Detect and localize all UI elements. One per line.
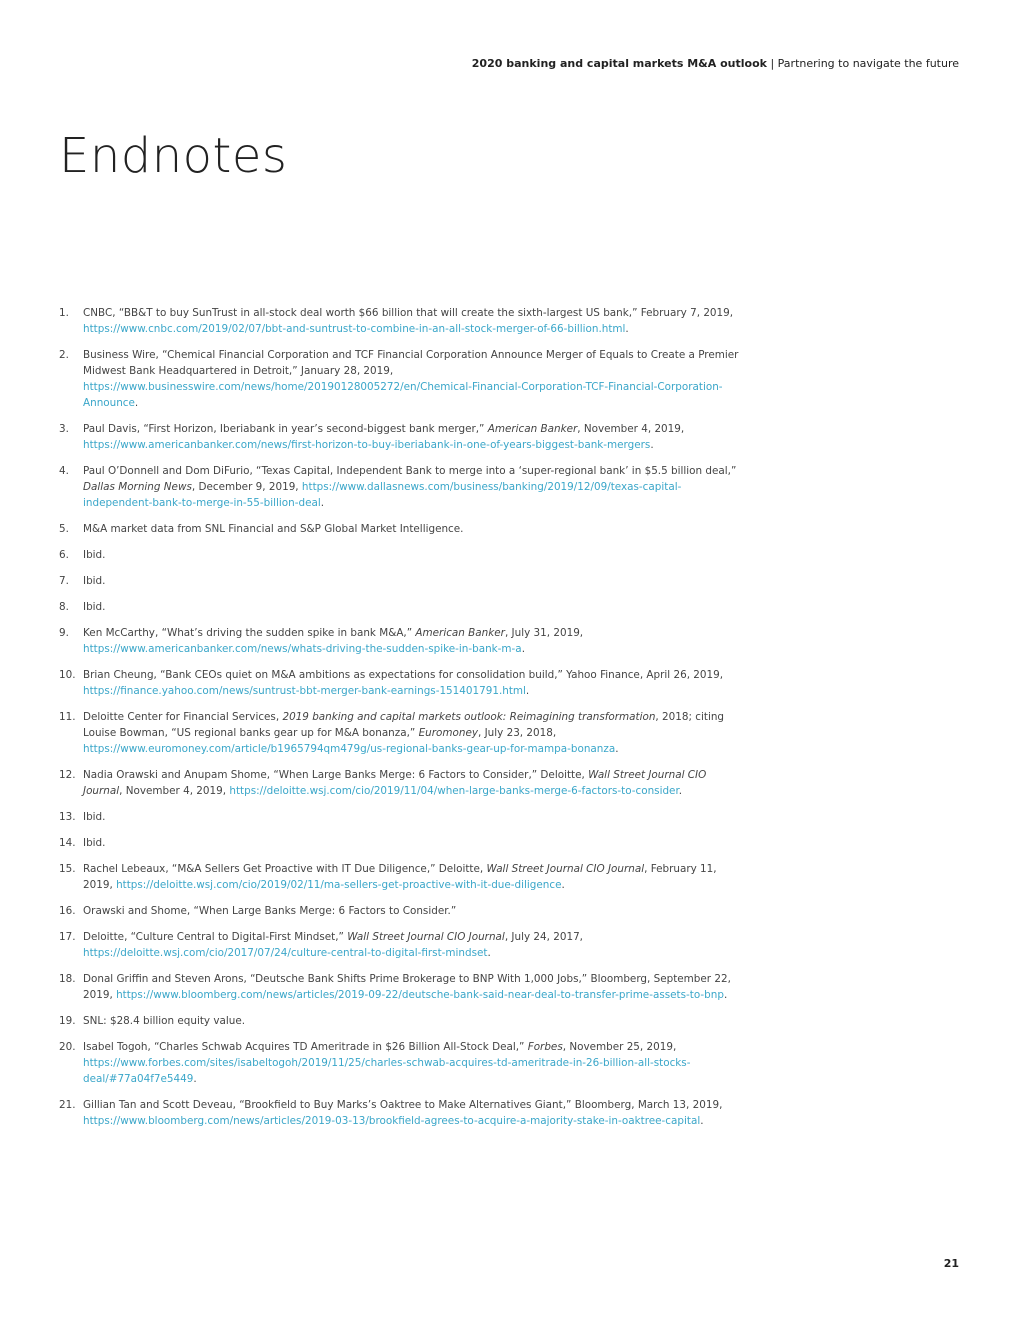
endnote-item bbox=[59, 305, 739, 337]
report-subtitle: Partnering to navigate the future bbox=[777, 57, 959, 70]
endnote-text bbox=[83, 835, 739, 851]
endnote-item bbox=[59, 421, 739, 453]
endnote-item bbox=[59, 547, 739, 563]
endnote-citation-text: Brian Cheung, “Bank CEOs quiet on M&A ambitions as expectations for consolidation build,” Yahoo Finance, April 26, 2019, bbox=[83, 669, 724, 681]
endnote-publication: Wall Street Journal CIO Journal bbox=[486, 863, 645, 875]
endnote-text bbox=[83, 347, 739, 411]
endnote-text bbox=[83, 903, 739, 919]
endnote-citation-text: Ibid. bbox=[83, 811, 106, 823]
endnote-text bbox=[83, 767, 739, 799]
endnote-item bbox=[59, 1039, 739, 1087]
endnote-citation-text: . bbox=[678, 785, 683, 797]
endnote-citation-text: SNL: $28.4 billion equity value. bbox=[83, 1015, 246, 1027]
endnote-number: 15. bbox=[59, 863, 76, 875]
endnote-number: 4. bbox=[59, 465, 69, 477]
endnote-number: 2. bbox=[59, 349, 69, 361]
endnote-number: 1. bbox=[59, 307, 69, 319]
endnote-link[interactable]: https://www.euromoney.com/article/b1965794qm479g/us-regional-banks-gear-up-for-mampa-bonanza bbox=[83, 743, 616, 755]
endnote-link[interactable]: https://www.cnbc.com/2019/02/07/bbt-and-suntrust-to-combine-in-an-all-stock-merger-of-66-billion.html bbox=[83, 323, 626, 335]
endnotes-list bbox=[59, 305, 739, 1139]
endnote-citation-text: Paul O’Donnell and Dom DiFurio, “Texas Capital, Independent Bank to merge into a ‘super-regional bank’ in $5.5 billion deal,” bbox=[83, 465, 737, 477]
endnote-citation-text: , July 24, 2017, bbox=[504, 931, 583, 943]
endnote-citation-text: Deloitte Center for Financial Services, bbox=[83, 711, 283, 723]
endnote-citation-text: Ibid. bbox=[83, 837, 106, 849]
endnote-text bbox=[83, 305, 739, 337]
endnote-citation-text: , December 9, 2019, bbox=[191, 481, 302, 493]
endnote-item bbox=[59, 463, 739, 511]
endnote-text bbox=[83, 809, 739, 825]
endnote-number: 19. bbox=[59, 1015, 76, 1027]
endnote-item bbox=[59, 971, 739, 1003]
endnote-text bbox=[83, 861, 739, 893]
endnote-number: 7. bbox=[59, 575, 69, 587]
endnote-item bbox=[59, 521, 739, 537]
endnote-citation-text: Isabel Togoh, “Charles Schwab Acquires TD Ameritrade in $26 Billion All-Stock Deal,” bbox=[83, 1041, 528, 1053]
endnote-citation-text: Ibid. bbox=[83, 601, 106, 613]
endnote-item bbox=[59, 1013, 739, 1029]
endnote-item bbox=[59, 1097, 739, 1129]
endnote-link[interactable]: https://deloitte.wsj.com/cio/2019/11/04/when-large-banks-merge-6-factors-to-consider bbox=[229, 785, 679, 797]
endnote-citation-text: Donal Griffin and Steven Arons, “Deutsche Bank Shifts Prime Brokerage to BNP With 1,000 Jobs,” Bloomberg, September 22, 2019, bbox=[83, 973, 731, 1001]
endnote-number: 3. bbox=[59, 423, 69, 435]
endnote-number: 13. bbox=[59, 811, 76, 823]
endnote-number: 11. bbox=[59, 711, 76, 723]
endnote-citation-text: . bbox=[487, 947, 491, 959]
endnote-publication: American Banker bbox=[487, 423, 578, 435]
endnote-citation-text: . bbox=[561, 879, 565, 891]
endnote-item bbox=[59, 835, 739, 851]
endnote-number: 14. bbox=[59, 837, 76, 849]
endnote-link[interactable]: https://www.businesswire.com/news/home/20190128005272/en/Chemical-Financial-Corporation-TCF-Financial-Corporation-Announce bbox=[83, 381, 723, 409]
endnote-citation-text: , July 23, 2018, bbox=[477, 727, 557, 739]
endnote-text bbox=[83, 929, 739, 961]
endnote-citation-text: . bbox=[525, 685, 530, 697]
endnote-publication: American Banker bbox=[415, 627, 505, 639]
endnote-item bbox=[59, 625, 739, 657]
endnote-text bbox=[83, 573, 739, 589]
endnote-publication: Wall Street Journal CIO Journal bbox=[347, 931, 505, 943]
endnote-citation-text: , November 4, 2019, bbox=[119, 785, 230, 797]
endnote-text bbox=[83, 421, 739, 453]
endnote-citation-text: Gillian Tan and Scott Deveau, “Brookfield to Buy Marks’s Oaktree to Make Alternatives Giant,” Bloomberg, March 13, 2019, bbox=[83, 1099, 723, 1111]
endnote-number: 8. bbox=[59, 601, 69, 613]
endnote-citation-text: . bbox=[615, 743, 619, 755]
endnote-number: 5. bbox=[59, 523, 69, 535]
endnote-citation-text: , February 11, 2019, bbox=[83, 863, 717, 891]
endnote-item bbox=[59, 861, 739, 893]
endnote-number: 12. bbox=[59, 769, 76, 781]
endnote-number: 21. bbox=[59, 1099, 76, 1111]
endnote-text bbox=[83, 1039, 739, 1087]
endnote-link[interactable]: https://deloitte.wsj.com/cio/2019/02/11/ma-sellers-get-proactive-with-it-due-diligence bbox=[116, 879, 562, 891]
endnote-publication: Euromoney bbox=[418, 727, 478, 739]
endnote-citation-text: Deloitte, “Culture Central to Digital-First Mindset,” bbox=[83, 931, 348, 943]
endnote-citation-text: Business Wire, “Chemical Financial Corporation and TCF Financial Corporation Announce Merger of Equals to Create a Premier Midwest Bank Headquartered in Detroit,” January 28, 2019, bbox=[83, 349, 739, 377]
endnote-link[interactable]: https://finance.yahoo.com/news/suntrust-bbt-merger-bank-earnings-151401791.html bbox=[83, 685, 526, 697]
header-separator: | bbox=[766, 57, 778, 70]
endnote-citation-text: . bbox=[700, 1115, 704, 1127]
endnote-citation-text: Ken McCarthy, “What’s driving the sudden spike in bank M&A,” bbox=[83, 627, 416, 639]
endnote-item bbox=[59, 809, 739, 825]
endnote-number: 16. bbox=[59, 905, 76, 917]
endnote-number: 10. bbox=[59, 669, 76, 681]
endnote-citation-text: Ibid. bbox=[83, 575, 106, 587]
endnote-citation-text: CNBC, “BB&T to buy SunTrust in all-stock deal worth $66 billion that will create the sixth-largest US bank,” February 7, 2019, bbox=[83, 307, 734, 319]
endnote-text bbox=[83, 971, 739, 1003]
endnote-citation-text: Nadia Orawski and Anupam Shome, “When Large Banks Merge: 6 Factors to Consider,” Deloitte, bbox=[83, 769, 589, 781]
endnote-link[interactable]: https://www.forbes.com/sites/isabeltogoh/2019/11/25/charles-schwab-acquires-td-ameritrade-in-26-billion-all-stocks-deal/#77a04f7e5449 bbox=[83, 1057, 691, 1085]
endnote-text bbox=[83, 599, 739, 615]
endnote-item bbox=[59, 767, 739, 799]
endnote-link[interactable]: https://www.bloomberg.com/news/articles/2019-03-13/brookfield-agrees-to-acquire-a-majority-stake-in-oaktree-capital bbox=[83, 1115, 701, 1127]
endnote-citation-text: . bbox=[521, 643, 525, 655]
endnote-number: 18. bbox=[59, 973, 76, 985]
page-title: Endnotes bbox=[59, 128, 288, 184]
endnote-publication: Dallas Morning News bbox=[83, 481, 192, 493]
endnote-link[interactable]: https://www.dallasnews.com/business/banking/2019/12/09/texas-capital-independent-bank-to-merge-in-55-billion-deal bbox=[83, 481, 682, 509]
endnote-citation-text: Ibid. bbox=[83, 549, 106, 561]
endnote-number: 17. bbox=[59, 931, 76, 943]
endnote-item bbox=[59, 573, 739, 589]
endnote-text bbox=[83, 521, 739, 537]
endnote-citation-text: , 2018; citing Louise Bowman, “US regional banks gear up for M&A bonanza,” bbox=[83, 711, 725, 739]
endnote-text bbox=[83, 709, 739, 757]
endnote-citation-text: . bbox=[134, 397, 139, 409]
endnote-item bbox=[59, 667, 739, 699]
report-title: 2020 banking and capital markets M&A outlook bbox=[471, 57, 767, 70]
endnote-link[interactable]: https://www.americanbanker.com/news/first-horizon-to-buy-iberiabank-in-one-of-years-biggest-bank-mergers bbox=[83, 439, 651, 451]
endnote-item bbox=[59, 599, 739, 615]
endnote-citation-text: . bbox=[723, 989, 728, 1001]
endnote-citation-text: Orawski and Shome, “When Large Banks Merge: 6 Factors to Consider.” bbox=[83, 905, 457, 917]
endnote-publication: Forbes bbox=[527, 1041, 563, 1053]
endnote-number: 20. bbox=[59, 1041, 76, 1053]
endnote-publication: Wall Street Journal CIO Journal bbox=[83, 769, 707, 797]
endnote-text bbox=[83, 1097, 739, 1129]
endnote-citation-text: , November 4, 2019, bbox=[577, 423, 685, 435]
endnote-publication: 2019 banking and capital markets outlook: Reimagining transformation bbox=[282, 711, 656, 723]
endnote-text bbox=[83, 1013, 739, 1029]
endnote-text bbox=[83, 547, 739, 563]
endnote-item bbox=[59, 709, 739, 757]
running-header bbox=[472, 57, 959, 70]
endnote-citation-text: M&A market data from SNL Financial and S&P Global Market Intelligence. bbox=[83, 523, 464, 535]
endnote-citation-text: , November 25, 2019, bbox=[562, 1041, 677, 1053]
endnote-text bbox=[83, 625, 739, 657]
endnote-text bbox=[83, 463, 739, 511]
endnote-citation-text: . bbox=[625, 323, 629, 335]
endnote-citation-text: , July 31, 2019, bbox=[504, 627, 584, 639]
endnote-link[interactable]: https://www.americanbanker.com/news/whats-driving-the-sudden-spike-in-bank-m-a bbox=[83, 643, 522, 655]
endnote-link[interactable]: https://deloitte.wsj.com/cio/2017/07/24/culture-central-to-digital-first-mindset bbox=[83, 947, 488, 959]
endnote-item bbox=[59, 347, 739, 411]
endnote-item bbox=[59, 903, 739, 919]
endnote-citation-text: Paul Davis, “First Horizon, Iberiabank in year’s second-biggest bank merger,” bbox=[83, 423, 488, 435]
endnote-citation-text: Rachel Lebeaux, “M&A Sellers Get Proactive with IT Due Diligence,” Deloitte, bbox=[83, 863, 487, 875]
endnote-citation-text: . bbox=[320, 497, 325, 509]
page-number: 21 bbox=[943, 1257, 959, 1270]
endnote-link[interactable]: https://www.bloomberg.com/news/articles/2019-09-22/deutsche-bank-said-near-deal-to-transfer-prime-assets-to-bnp bbox=[116, 989, 724, 1001]
endnote-citation-text: . bbox=[650, 439, 654, 451]
endnote-number: 6. bbox=[59, 549, 69, 561]
endnote-citation-text: . bbox=[193, 1073, 197, 1085]
endnote-item bbox=[59, 929, 739, 961]
endnote-number: 9. bbox=[59, 627, 69, 639]
endnote-text bbox=[83, 667, 739, 699]
